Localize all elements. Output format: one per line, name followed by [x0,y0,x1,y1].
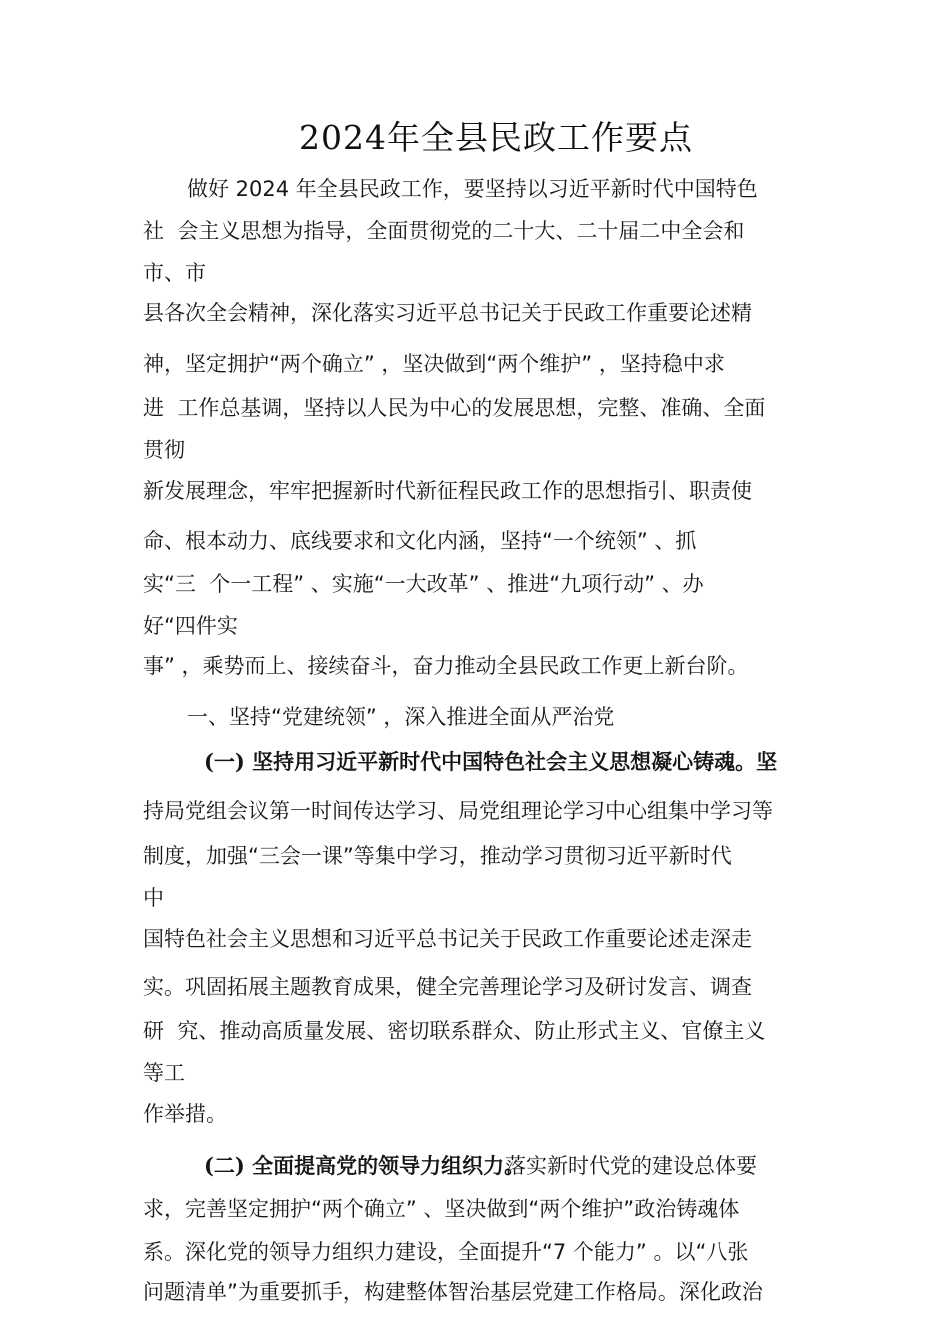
paragraph-line: 县各次全会精神，深化落实习近平总书记关于民政工作重要论述精 [143,301,752,325]
paragraph-line: 实“三 个一工程” 、实施“一大改革” 、推进“九项行动” 、办 [143,572,704,596]
paragraph-line: 做好 2024 年全县民政工作，要坚持以习近平新时代中国特色 [187,177,758,201]
paragraph-line: 事” ，乘势而上、接续奋斗，奋力推动全县民政工作更上新台阶。 [143,654,749,678]
paragraph-line: 实。巩固拓展主题教育成果，健全完善理论学习及研讨发言、调查 [143,975,752,999]
paragraph-line: 作举措。 [143,1102,227,1126]
section-heading-line: (二) 全面提高党的领导力组织力。 [204,1153,526,1178]
paragraph-line: 制度，加强“三会一课”等集中学习，推动学习贯彻习近平新时代 [143,844,732,868]
paragraph-line: 求，完善坚定拥护“两个确立” 、坚决做到“两个维护”政治铸魂体 [143,1197,740,1221]
paragraph-line: 国特色社会主义思想和习近平总书记关于民政工作重要论述走深走 [143,927,752,951]
paragraph-line: 持局党组会议第一时间传达学习、局党组理论学习中心组集中学习等 [143,799,773,823]
section-heading-line: (一) 坚持用习近平新时代中国特色社会主义思想凝心铸魂。坚 [204,749,778,774]
paragraph-line: 贯彻 [143,438,185,462]
paragraph-line: 进 工作总基调，坚持以人民为中心的发展思想，完整、准确、全面 [143,396,766,420]
paragraph-line: 命、根本动力、底线要求和文化内涵，坚持“一个统领” 、抓 [143,529,697,553]
paragraph-line: 落实新时代党的建设总体要 [505,1154,757,1178]
document-title: 2024年全县民政工作要点 [299,118,693,157]
paragraph-line: 研 究、推动高质量发展、密切联系群众、防止形式主义、官僚主义 [143,1019,766,1043]
paragraph-line: 一、坚持“党建统领” ，深入推进全面从严治党 [187,705,615,729]
paragraph-line: 好“四件实 [143,614,238,638]
paragraph-line: 市、市 [143,261,206,285]
paragraph-line: 系。深化党的领导力组织力建设，全面提升“7 个能力” 。以“八张 [143,1240,749,1264]
paragraph-line: 等工 [143,1061,185,1085]
paragraph-line: 中 [143,886,164,910]
paragraph-line: 新发展理念，牢牢把握新时代新征程民政工作的思想指引、职责使 [143,479,752,503]
paragraph-line: 神，坚定拥护“两个确立” ，坚决做到“两个维护” ，坚持稳中求 [143,352,725,376]
paragraph-line: 社 会主义思想为指导，全面贯彻党的二十大、二十届二中全会和 [143,219,745,243]
paragraph-line: 问题清单”为重要抓手，构建整体智治基层党建工作格局。深化政治 [143,1280,763,1304]
